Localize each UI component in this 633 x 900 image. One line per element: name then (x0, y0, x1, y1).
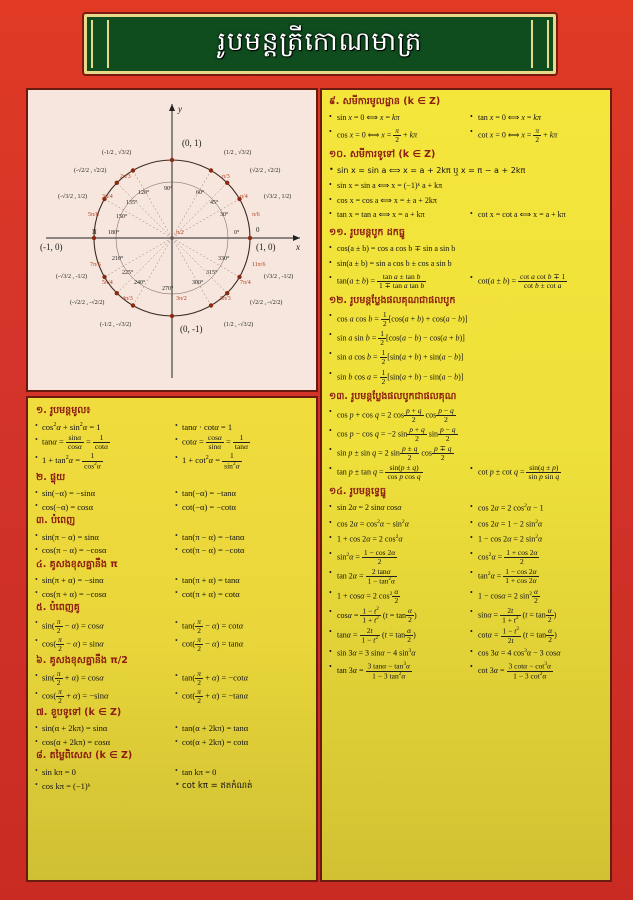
formula-row (325, 532, 607, 547)
coord-label-135: (-√2/2 , √2/2) (74, 168, 107, 174)
formula-cell: • sin(π − α) = sinα (32, 530, 172, 544)
formula-cell: • cot kπ = ឥតកំណត់ (172, 779, 312, 793)
formula-row (325, 517, 607, 532)
formula-cell: • sin 2α = 2 sinα cosα (325, 501, 466, 516)
degree-label-90: 90° (164, 186, 173, 192)
formula-cell: • cot( $\frac{\pi}{2}$ − α) = tanα (172, 635, 312, 653)
axis-label-x: x (296, 242, 300, 252)
point-label-left: (-1, 0) (40, 242, 63, 252)
formula-cell: • cotα = $\frac{1 - t^2}{2t}$ (t = tan $\frac{\alpha}{2}$ ) (466, 626, 607, 646)
degree-label-0: 0° (234, 230, 240, 236)
formula-row (32, 765, 312, 779)
degree-label-225: 225° (122, 270, 134, 276)
formula-cell: • 1 − cos 2α = 2 $\sin^2\alpha$ (466, 532, 607, 547)
section-sum-difference (325, 226, 607, 291)
coord-label-150: (-√3/2 , 1/2) (58, 194, 88, 200)
formula-cell: • sin x = 0 ⟺ x = kπ (325, 111, 466, 126)
formula-cell: • sin x = sin a ⟺ x = (−1)ᵏ a + kπ (325, 179, 607, 194)
formula-row (325, 111, 607, 126)
formula-row (325, 406, 607, 425)
radian-label-5pi-3: 5π/3 (220, 296, 231, 302)
coord-label-210: (-√3/2 , -1/2) (56, 274, 88, 280)
formula-cell: • cos p + cos q = 2 cos $\frac{p + q}{2}$ cos $\frac{p - q}{2}$ (325, 406, 607, 425)
formula-row (32, 670, 312, 688)
formula-cell: • sin(α + 2kπ) = sinα (32, 722, 172, 736)
coord-label-300: (1/2 , -√3/2) (224, 322, 254, 328)
formula-cell: • sin b cos a = $\frac{1}{2}$ [sin(a + b) − sin(a − b)] (325, 368, 607, 387)
section-supplementary-angles (32, 514, 312, 558)
section-product-to-sum (325, 294, 607, 387)
formula-cell: • tan( $\frac{\pi}{2}$ + α) = −cotα (172, 670, 312, 688)
section-sum-to-product (325, 390, 607, 483)
formula-row (325, 463, 607, 482)
formula-row (32, 544, 312, 558)
degree-label-30: 30° (220, 212, 229, 218)
formula-cell: • tan x = 0 ⟺ x = kπ (466, 111, 607, 126)
pi-label: π (92, 226, 97, 236)
radian-label-4pi-3: 4π/3 (122, 296, 133, 302)
formula-cell: • cot x = 0 ⟺ x = $\frac{\pi}{2}$ + kπ (466, 126, 607, 145)
coord-label-330: (√3/2 , -1/2) (264, 274, 294, 280)
formula-cell: • sin 3α = 3 sinα − 4 $\sin^3\alpha$ (325, 646, 466, 661)
degree-label-135: 135° (126, 200, 138, 206)
section-half-pi-shift (32, 654, 312, 706)
formula-row (325, 348, 607, 367)
formula-row (325, 567, 607, 587)
formula-cell: • cot(π − α) = −cotα (172, 544, 312, 558)
formula-cell: • cos(α + 2kπ) = cosα (32, 736, 172, 750)
formula-cell: • cot(π + α) = cotα (172, 587, 312, 601)
section-pi-shift (32, 558, 312, 602)
section-double-angle (325, 485, 607, 681)
formula-row (32, 452, 312, 471)
formula-cell: • sin(−α) = −sinα (32, 487, 172, 501)
formula-cell: • cos x = 0 ⟺ x = $\frac{\pi}{2}$ + kπ (325, 126, 466, 145)
formula-cell: • sin(a ± b) = sin a cos b ± cos a sin b (325, 257, 607, 272)
degree-label-150: 150° (116, 214, 128, 220)
formula-cell: • tanα · cotα = 1 (172, 420, 312, 434)
right-formula-panel (320, 88, 612, 882)
formula-cell: • tan x = tan a ⟺ x = a + kπ (325, 208, 466, 223)
section-general-equations (325, 148, 607, 223)
coord-label-60: (1/2 , √3/2) (224, 150, 252, 156)
formula-cell: • tan( $\frac{\pi}{2}$ − α) = cotα (172, 617, 312, 635)
section-title: ៦. គូសងខុសគ្នានឹង π/2 (36, 654, 128, 666)
radian-label-pi-2: π/2 (176, 230, 184, 236)
left-formula-list (28, 398, 316, 880)
section-title: ១៤. រូបមន្តទ្វេធ្នូ (329, 486, 387, 498)
formula-cell: • $\cos^2\alpha$ = $\frac{1 + \cos 2\alpha}{2}$ (466, 548, 607, 567)
formula-cell: • $\cos 2\alpha = \cos^2\alpha - \sin^2\alpha$ (325, 517, 466, 532)
radian-label-pi-6: π/6 (252, 212, 260, 218)
formula-cell: • cot(a ± b) = $\frac{\text{cot a cot b ∓ 1}}{\text{cot b ± cot a}}$ (466, 272, 607, 291)
formula-row (325, 329, 607, 348)
formula-cell: • cot 3α = $\frac{3 \cot\alpha - \cot^3\alpha}{1 - 3 \cot^2\alpha}$ (466, 661, 607, 681)
formula-cell: • sin( $\frac{\pi}{2}$ − α) = cosα (32, 617, 172, 635)
formula-row (325, 425, 607, 444)
formula-cell: • cosα = $\frac{1 - t^2}{1 + t^2}$ (t = tan $\frac{\alpha}{2}$ ) (325, 606, 466, 626)
section-complementary-angles (32, 601, 312, 653)
banner-deco-right (531, 20, 549, 68)
degree-label-270: 270° (162, 286, 174, 292)
radian-label-pi-4: π/4 (240, 194, 248, 200)
degree-label-300: 300° (192, 280, 204, 286)
title-banner (84, 14, 556, 74)
formula-cell: • cos p − cos q = −2 sin $\frac{p + q}{2}$ sin $\frac{p - q}{2}$ (325, 425, 607, 444)
radian-label-7pi-4: 7π/4 (240, 280, 251, 286)
formula-row (32, 530, 312, 544)
formula-cell: • tan(π + α) = tanα (172, 574, 312, 588)
formula-cell: • tan(a ± b) = $\frac{\text{tan a ± tan b}}{\text{1 ∓ tan a tan b}}$ (325, 272, 466, 291)
coord-label-30: (√3/2 , 1/2) (264, 194, 292, 200)
point-label-bottom: (0, -1) (180, 324, 203, 334)
formula-cell: • cos(a ± b) = cos a cos b ∓ sin a sin b (325, 242, 607, 257)
section-title: ១២. រូបមន្តប្លែងផលគុណជាផលបូក (329, 294, 456, 306)
formula-cell: • cos(−α) = cosα (32, 500, 172, 514)
formula-cell: • 1 − cosα = 2 $\sin^2$ $\frac{\alpha}{2}$ (466, 587, 607, 606)
section-title: ១១. រូបមន្តបូក ដកធ្នូ (329, 227, 405, 239)
formula-cell: • tan(α + 2kπ) = tanα (172, 722, 312, 736)
origin-label: 0 (256, 226, 260, 234)
formula-row (325, 194, 607, 209)
coord-label-45: (√2/2 , √2/2) (250, 168, 281, 174)
formula-row (32, 779, 312, 793)
radian-label-2pi-3: 2π/3 (120, 174, 131, 180)
formula-cell: • sin a cos b = $\frac{1}{2}$ [sin(a + b) + sin(a − b)] (325, 348, 607, 367)
formula-cell: • cot x = cot a ⟺ x = a + kπ (466, 208, 607, 223)
formula-cell: • $\tan^2\alpha$ = $\frac{1 - \cos 2\alpha}{1 + \cos 2\alpha}$ (466, 567, 607, 587)
formula-row (32, 434, 312, 452)
section-title: ១៣. រូបមន្តប្លែងផលបូកជាផលគុណ (329, 390, 457, 402)
formula-row (32, 487, 312, 501)
section-periodicity (32, 706, 312, 750)
formula-cell: • cos x = cos a ⟺ x = ± a + 2kπ (325, 194, 607, 209)
section-title: ៣. បំពេញ (36, 515, 76, 527)
formula-cell: • 1 + cos 2α = 2 $\cos^2\alpha$ (325, 532, 466, 547)
formula-row (325, 626, 607, 646)
page-title: រូបមន្តត្រីកោណមាត្រ (217, 27, 423, 57)
section-opposite-angles (32, 471, 312, 515)
formula-row (32, 635, 312, 653)
coord-label-240: (-1/2 , -√3/2) (100, 322, 132, 328)
formula-cell: • tan 2α = $\frac{2 \tan\alpha}{1 - \tan^2\alpha}$ (325, 567, 466, 587)
degree-label-45: 45° (210, 200, 219, 206)
coord-label-120: (-1/2 , √3/2) (102, 150, 132, 156)
coord-label-315: (√2/2 , -√2/2) (250, 300, 283, 306)
unit-circle-svg (28, 90, 316, 390)
left-formula-panel (26, 396, 318, 882)
formula-cell: • cos kπ = (−1)ᵏ (32, 779, 172, 793)
unit-circle-diagram (28, 90, 316, 390)
formula-cell: • $1 + \tan^2\alpha$ = $\frac{1}{\cos^2\alpha}$ (32, 452, 172, 471)
formula-cell: • sin( $\frac{\pi}{2}$ + α) = cosα (32, 670, 172, 688)
section-title: ៥. បំពេញគូ (36, 602, 80, 614)
radian-label-7pi-6: 7π/6 (90, 262, 101, 268)
formula-row (325, 242, 607, 257)
formula-cell: • 1 + cosα = 2 $\cos^2$ $\frac{\alpha}{2}$ (325, 587, 466, 606)
formula-cell: • tan kπ = 0 (172, 765, 312, 779)
formula-row (325, 368, 607, 387)
degree-label-330: 330° (218, 256, 230, 262)
formula-cell: • sinα = $\frac{2t}{1 + t^2}$ (t = tan $\frac{\alpha}{2}$ ) (466, 606, 607, 626)
section-title: ៧. ខួបទូទៅ (k ∈ Z) (36, 706, 122, 718)
degree-label-315: 315° (206, 270, 218, 276)
section-title: ១. រូបមន្តមូល៖ (36, 405, 91, 416)
unit-circle-panel (26, 88, 318, 392)
formula-cell: • $1 + \cot^2\alpha$ = $\frac{1}{\sin^2\alpha}$ (172, 452, 312, 471)
radian-label-3pi-4: 3π/4 (102, 194, 113, 200)
formula-cell: • cos a cos b = $\frac{1}{2}$ [cos(a + b) + cos(a − b)] (325, 310, 607, 329)
section-special-values (32, 749, 312, 793)
formula-cell: • cot(α + 2kπ) = cotα (172, 736, 312, 750)
point-label-right: (1, 0) (256, 242, 276, 252)
point-label-top: (0, 1) (182, 138, 202, 148)
section-title: ១០. សមីការទូទៅ (k ∈ Z) (329, 148, 436, 160)
formula-row (32, 688, 312, 706)
formula-cell: • cos( $\frac{\pi}{2}$ + α) = −sinα (32, 688, 172, 706)
degree-label-180: 180° (108, 230, 120, 236)
formula-row (325, 310, 607, 329)
axis-label-y: y (178, 104, 182, 114)
formula-row (325, 646, 607, 661)
formula-cell: • cos 2α = 1 − 2 $\sin^2\alpha$ (466, 517, 607, 532)
section-title: ២. ផ្ទុយ (36, 471, 66, 483)
formula-cell: • sin kπ = 0 (32, 765, 172, 779)
formula-row (32, 736, 312, 750)
formula-row (325, 501, 607, 516)
right-formula-list (322, 90, 610, 687)
formula-row (325, 208, 607, 223)
radian-label-11pi-6: 11π/6 (252, 262, 266, 268)
formula-cell: • cotα = $\frac{\cos\alpha}{\sin\alpha}$ = $\frac{1}{\tan\alpha}$ (172, 434, 312, 452)
formula-cell: • tan(π − α) = −tanα (172, 530, 312, 544)
radian-label-3pi-2: 3π/2 (176, 296, 187, 302)
section-title: ៨. តម្លៃពិសេស (k ∈ Z) (36, 750, 133, 762)
formula-cell: • cos 2α = 2 $\cos^2\alpha - 1$ (466, 501, 607, 516)
radian-label-pi-3: π/3 (222, 174, 230, 180)
formula-row (325, 257, 607, 272)
formula-cell: • $\cos^2\alpha + \sin^2\alpha = 1$ (32, 420, 172, 434)
formula-cell: • sin p ± sin q = 2 sin $\frac{p \pm q}{2}$ cos $\frac{p \mp q}{2}$ (325, 444, 607, 463)
degree-label-240: 240° (134, 280, 146, 286)
radian-label-5pi-4: 5π/4 (102, 280, 113, 286)
formula-row (325, 587, 607, 606)
formula-row (325, 661, 607, 681)
formula-row (325, 164, 607, 179)
formula-row (325, 444, 607, 463)
coord-label-225: (-√2/2 , -√2/2) (70, 300, 105, 306)
section-title: ៤. គូសងខុសគ្នានឹង π (36, 558, 118, 570)
radian-label-5pi-6: 5π/6 (88, 212, 99, 218)
formula-cell: • cot( $\frac{\pi}{2}$ + α) = −tanα (172, 688, 312, 706)
formula-row (325, 126, 607, 145)
formula-cell: • cos( $\frac{\pi}{2}$ − α) = sinα (32, 635, 172, 653)
formula-cell: • tanα = $\frac{\sin\alpha}{\cos\alpha}$ = $\frac{1}{\cot\alpha}$ (32, 434, 172, 452)
formula-cell: • cos 3α = 4 $\cos^3\alpha - 3$ cosα (466, 646, 607, 661)
formula-row (32, 587, 312, 601)
formula-cell: • tan p ± tan q = $\frac{\sin(p \pm q)}{\text{cos p cos q}}$ (325, 463, 466, 482)
formula-row (325, 548, 607, 567)
formula-cell: • $\sin^2\alpha$ = $\frac{1 - \cos 2\alpha}{2}$ (325, 548, 466, 567)
section-basic-equations (325, 95, 607, 145)
formula-cell: • cot p ± cot q = $\frac{\sin(q \pm p)}{\text{sin p sin q}}$ (466, 463, 607, 482)
formula-row (32, 420, 312, 434)
section-basic-identities (32, 404, 312, 471)
degree-label-210: 210° (112, 256, 124, 262)
formula-row (32, 574, 312, 588)
formula-row (32, 617, 312, 635)
formula-row (32, 500, 312, 514)
formula-row (32, 722, 312, 736)
section-title: ៩. សមីការមូលដ្ឋាន (k ∈ Z) (329, 96, 441, 107)
formula-cell: • tan 3α = $\frac{3 \tan\alpha - \tan^3\alpha}{1 - 3 \tan^2\alpha}$ (325, 661, 466, 681)
banner-deco-left (91, 20, 109, 68)
formula-cell: • tanα = $\frac{2t}{1 - t^2}$ (t = tan $\frac{\alpha}{2}$ ) (325, 626, 466, 646)
formula-row (325, 179, 607, 194)
formula-row (325, 272, 607, 291)
formula-cell: • cot(−α) = −cotα (172, 500, 312, 514)
degree-label-120: 120° (138, 190, 150, 196)
formula-cell: • tan(−α) = −tanα (172, 487, 312, 501)
formula-row (325, 606, 607, 626)
degree-label-60: 60° (196, 190, 205, 196)
formula-cell: • sin(π + α) = −sinα (32, 574, 172, 588)
formula-cell: • cos(π − α) = −cosα (32, 544, 172, 558)
formula-cell: • cos(π + α) = −cosα (32, 587, 172, 601)
formula-cell: • sin a sin b = $\frac{1}{2}$ [cos(a − b) − cos(a + b)] (325, 329, 607, 348)
formula-cell: • sin x = sin a ⟺ x = a + 2kπ ឬ x = π − a + 2kπ (325, 164, 607, 179)
